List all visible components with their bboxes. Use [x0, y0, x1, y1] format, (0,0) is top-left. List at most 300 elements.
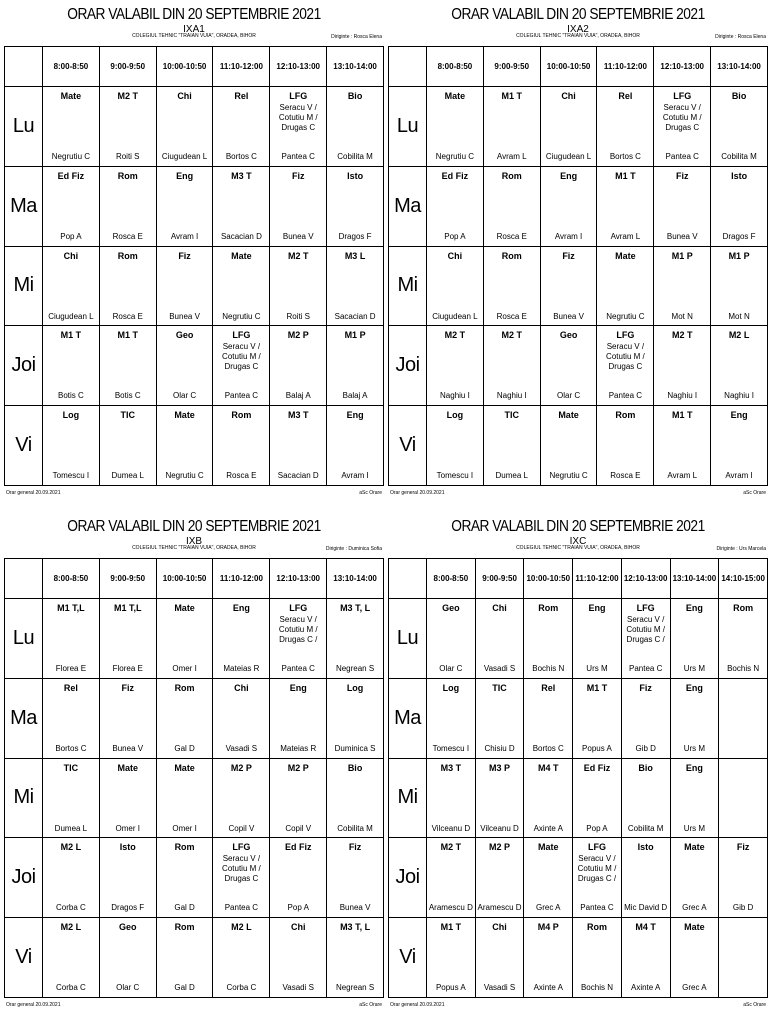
lesson-cell	[427, 406, 484, 486]
teacher-name: Urs M	[683, 823, 706, 833]
subject-name: Rel	[618, 91, 633, 101]
lesson-cell	[43, 246, 100, 326]
subject-name: Eng	[588, 603, 606, 613]
lesson-cell	[670, 838, 719, 918]
time-slot-header: 9:00-9:50	[99, 47, 156, 87]
lesson	[484, 167, 540, 245]
lesson	[43, 918, 99, 996]
time-slot-header: 12:10-13:00	[621, 559, 670, 599]
day-label: Mi	[389, 246, 427, 326]
day-row	[5, 918, 384, 998]
lesson-cell	[427, 87, 484, 167]
teacher-name: Negrean S	[335, 664, 375, 673]
teacher-name: Grec A	[536, 903, 561, 913]
subject-name: TIC	[492, 682, 507, 693]
timetable-grid	[388, 46, 768, 486]
lesson	[654, 167, 710, 245]
subject-name: Eng	[289, 682, 307, 693]
day-label: Joi	[389, 838, 427, 918]
subject-name: Rom	[117, 250, 138, 261]
time-slot-header: 13:10-14:00	[327, 559, 384, 599]
lesson-cell	[654, 406, 711, 486]
teacher-name: Gal D	[174, 983, 195, 993]
subject-name: Bio	[347, 762, 363, 773]
subject-name: Chi	[447, 250, 463, 261]
subject-name: Rom	[231, 410, 252, 421]
lesson-cell	[427, 166, 484, 246]
lesson-cell	[156, 838, 213, 918]
lesson	[597, 406, 653, 484]
lesson	[327, 679, 383, 757]
teacher-name: Popus A	[582, 743, 612, 753]
teacher-name: Dumea L	[495, 471, 528, 481]
lesson	[719, 759, 767, 837]
teacher-name: Urs M	[586, 664, 608, 673]
teacher-name: Bunea V	[112, 743, 144, 753]
lesson-cell	[156, 406, 213, 486]
lesson	[100, 759, 156, 837]
subject-name: M1 T	[60, 330, 82, 341]
lesson-cell	[156, 246, 213, 326]
lesson-cell	[711, 166, 768, 246]
day-row	[5, 87, 384, 167]
teacher-name: Pantea C	[224, 391, 259, 401]
teacher-name: Axinte A	[630, 983, 661, 993]
lesson-cell	[327, 678, 384, 758]
subject-name: Ed Fiz	[583, 762, 611, 773]
teacher-name: Corba C	[226, 983, 257, 993]
day-label: Lu	[389, 599, 427, 679]
subject-name: Mate	[231, 250, 252, 261]
subject-name: Isto	[637, 842, 654, 853]
subject-name: Ed Fiz	[441, 170, 469, 181]
subject-name: Mate	[538, 842, 559, 853]
lesson-cell	[327, 838, 384, 918]
day-row	[389, 758, 768, 838]
subject-name: M1 T,L	[57, 603, 85, 613]
teacher-name: Pop A	[586, 823, 608, 833]
day-label: Joi	[5, 326, 43, 406]
lesson-cell	[213, 326, 270, 406]
day-row	[389, 918, 768, 998]
teacher-name: Pantea C	[580, 903, 614, 913]
teacher-name: Tomescu I	[52, 471, 90, 481]
subject-name: Bio	[638, 762, 653, 773]
teacher-name: Pop A	[287, 903, 309, 913]
subject-name: Rom	[501, 170, 522, 181]
day-row	[389, 326, 768, 406]
teacher-name: Avram L	[667, 471, 698, 481]
day-row	[5, 246, 384, 326]
time-slot-header: 10:00-10:50	[156, 47, 213, 87]
teacher-name: Negrean S	[335, 983, 375, 993]
lesson	[43, 247, 99, 325]
lesson-cell	[43, 918, 100, 998]
lesson-cell	[711, 406, 768, 486]
time-slot-header: 8:00-8:50	[43, 559, 100, 599]
teacher-name: Dumea L	[54, 823, 88, 833]
lesson	[213, 918, 269, 996]
subject-name: LFG	[289, 91, 308, 101]
teacher-name: Omer I	[172, 823, 197, 833]
lesson	[524, 838, 572, 916]
class-name: IXA2	[567, 24, 589, 35]
time-slot-header: 11:10-12:00	[213, 47, 270, 87]
teacher-name: Bochis N	[532, 664, 565, 673]
lesson	[541, 87, 597, 165]
subject-name: Rom	[615, 410, 636, 421]
teacher-name: Corba C	[56, 903, 86, 913]
subject-name: LFG	[289, 603, 308, 613]
subject-name: M2 P	[230, 762, 252, 773]
lesson-cell	[573, 758, 622, 838]
teacher-name: Pop A	[60, 231, 82, 241]
subject-name: M1 T	[586, 682, 608, 693]
time-slot-header: 10:00-10:50	[524, 559, 573, 599]
lesson-cell	[621, 599, 670, 679]
day-row	[389, 838, 768, 918]
teacher-name: Olar C	[173, 391, 197, 401]
lesson-cell	[213, 758, 270, 838]
subject-name: Chi	[561, 91, 576, 101]
lesson	[622, 679, 670, 757]
lesson	[711, 247, 767, 325]
day-label: Vi	[389, 918, 427, 998]
footer-app: aSc Orare	[359, 490, 382, 496]
lesson-cell	[719, 678, 768, 758]
lesson-cell	[99, 918, 156, 998]
lesson-cell	[719, 838, 768, 918]
day-row	[389, 87, 768, 167]
lesson-cell	[573, 678, 622, 758]
subject-name: M2 T	[440, 842, 462, 853]
teacher-name: Negrutiu C	[549, 471, 588, 481]
lesson-cell	[483, 406, 540, 486]
lesson-cell	[213, 246, 270, 326]
timetable-title: ORAR VALABIL DIN 20 SEPTEMBRIE 2021	[67, 518, 321, 535]
teacher-name: Dumea L	[111, 471, 144, 481]
subject-name: M1 P	[728, 250, 750, 261]
subject-name: Mate	[60, 91, 82, 101]
teacher-name: Bochis N	[580, 983, 613, 993]
day-label: Joi	[389, 326, 427, 406]
lesson-cell	[43, 87, 100, 167]
lesson-cell	[213, 87, 270, 167]
teacher-name: Olar C	[557, 391, 581, 401]
day-row	[5, 326, 384, 406]
day-label: Vi	[5, 918, 43, 998]
subject-name: Mate	[174, 762, 195, 773]
subject-name: Eng	[346, 410, 364, 421]
lesson-cell	[213, 166, 270, 246]
lesson	[524, 679, 572, 757]
timetable-grid	[4, 46, 384, 486]
teacher-name: Avram L	[496, 152, 527, 161]
lesson	[270, 167, 326, 245]
subject-name: M1 T	[440, 922, 462, 933]
class-teacher: Diriginte : Rosca Elena	[331, 34, 382, 40]
lesson-cell	[670, 678, 719, 758]
lesson-cell	[156, 166, 213, 246]
day-label: Lu	[389, 87, 427, 167]
subject-name: Geo	[175, 330, 194, 341]
teacher-name: Mot N	[728, 311, 750, 321]
subject-name: Mate	[615, 250, 636, 261]
teacher-name: Omer I	[115, 823, 140, 833]
lesson	[43, 326, 99, 404]
teacher-name: Dragos F	[722, 231, 756, 241]
lesson	[484, 406, 540, 484]
teacher-name: Ciugudean L	[48, 311, 94, 321]
teacher-name: Copil V	[228, 823, 255, 833]
lesson	[100, 167, 156, 245]
subject-name: Fiz	[639, 682, 652, 693]
lesson-cell	[43, 326, 100, 406]
group-teachers: Seracu V / Cotutiu M / Drugas C /	[626, 615, 665, 644]
lesson	[100, 599, 156, 677]
lesson-cell	[670, 599, 719, 679]
corner-cell	[389, 47, 427, 87]
day-row	[5, 758, 384, 838]
lesson-cell	[540, 166, 597, 246]
subject-name: Eng	[232, 603, 250, 613]
teacher-name: Balaj A	[342, 391, 368, 401]
teacher-name: Naghiu I	[724, 391, 754, 401]
lesson	[157, 918, 213, 996]
timetable-panel-ixc	[388, 512, 768, 1017]
lesson	[327, 599, 383, 677]
lesson	[719, 599, 767, 677]
lesson-cell	[327, 326, 384, 406]
time-slot-header: 10:00-10:50	[540, 47, 597, 87]
subject-name: M3 L	[344, 250, 366, 261]
lesson-cell	[654, 326, 711, 406]
lesson	[573, 679, 621, 757]
time-slot-header: 9:00-9:50	[99, 559, 156, 599]
lesson	[654, 326, 710, 404]
teacher-name: Tomescu I	[436, 471, 474, 481]
footer-date: Orar general 20.09.2021	[390, 1002, 445, 1008]
lesson-cell	[270, 599, 327, 679]
time-slot-header: 11:10-12:00	[597, 47, 654, 87]
teacher-name: Olar C	[116, 983, 140, 993]
lesson-cell	[597, 326, 654, 406]
class-teacher: Diriginte : Duminica Sofia	[325, 546, 382, 552]
teacher-name: Avram I	[170, 231, 199, 241]
time-slot-header: 13:10-14:00	[327, 47, 384, 87]
lesson	[213, 838, 269, 916]
lesson	[157, 87, 213, 165]
day-label: Ma	[389, 166, 427, 246]
subject-name: Geo	[118, 922, 137, 933]
time-slot-header: 9:00-9:50	[475, 559, 524, 599]
time-slot-header: 11:10-12:00	[213, 559, 270, 599]
lesson	[327, 87, 383, 165]
footer-date: Orar general 20.09.2021	[390, 490, 445, 496]
subject-name: Eng	[685, 603, 703, 613]
subject-name: M2 L	[728, 330, 750, 341]
lesson	[270, 406, 326, 484]
lesson-cell	[327, 599, 384, 679]
subject-name: M1 P	[671, 250, 693, 261]
day-row	[389, 246, 768, 326]
teacher-name: Pantea C	[224, 903, 259, 913]
teacher-name: Axinte A	[533, 983, 563, 993]
lesson-cell	[327, 246, 384, 326]
lesson-cell	[719, 599, 768, 679]
lesson	[671, 838, 719, 916]
subject-name: Ed Fiz	[57, 170, 85, 181]
lesson	[327, 326, 383, 404]
subject-name: M3 P	[489, 762, 511, 773]
teacher-name: Bunea V	[339, 903, 371, 913]
lesson	[476, 679, 524, 757]
day-row	[5, 166, 384, 246]
time-slot-header: 10:00-10:50	[156, 559, 213, 599]
lesson	[597, 326, 653, 404]
teacher-name: Dragos F	[111, 903, 145, 913]
subject-name: M2 T	[287, 250, 309, 261]
subject-name: LFG	[616, 330, 635, 341]
day-row	[5, 406, 384, 486]
subject-name: Geo	[559, 330, 578, 341]
day-row	[389, 599, 768, 679]
teacher-name: Corba C	[56, 983, 86, 993]
lesson	[671, 599, 719, 677]
lesson	[719, 918, 767, 996]
lesson	[476, 599, 524, 677]
lesson-cell	[483, 326, 540, 406]
subject-name: LFG	[673, 91, 692, 101]
teacher-name: Bunea V	[553, 311, 584, 321]
lesson-cell	[524, 599, 573, 679]
lesson-cell	[156, 87, 213, 167]
subject-name: Mate	[174, 410, 195, 421]
lesson-cell	[654, 87, 711, 167]
class-teacher: Diriginte : Rosca Elena	[715, 34, 766, 40]
lesson	[671, 679, 719, 757]
subject-name: Rel	[541, 682, 556, 693]
lesson-cell	[213, 678, 270, 758]
day-label: Ma	[5, 678, 43, 758]
teacher-name: Pantea C	[608, 391, 643, 401]
subject-name: Log	[62, 410, 80, 421]
subject-name: Mate	[117, 762, 138, 773]
teacher-name: Cobilita M	[337, 823, 373, 833]
lesson	[270, 87, 326, 165]
lesson-cell	[475, 678, 524, 758]
lesson	[157, 838, 213, 916]
day-label: Mi	[5, 758, 43, 838]
subject-name: Chi	[290, 922, 306, 933]
footer-date: Orar general 20.09.2021	[6, 1002, 61, 1008]
subject-name: M1 T	[671, 410, 693, 421]
lesson	[573, 918, 621, 996]
lesson	[100, 406, 156, 484]
school-name: COLEGIUL TEHNIC "TRAIAN VUIA", ORADEA, BIHOR	[132, 545, 256, 551]
teacher-name: Cobilita M	[721, 152, 757, 161]
lesson	[327, 918, 383, 996]
lesson	[654, 406, 710, 484]
lesson	[213, 759, 269, 837]
time-slot-header: 8:00-8:50	[427, 559, 476, 599]
lesson-cell	[597, 406, 654, 486]
lesson-cell	[621, 678, 670, 758]
lesson-cell	[43, 678, 100, 758]
teacher-name: Ciugudean L	[161, 152, 208, 161]
teacher-name: Vasadi S	[483, 664, 516, 673]
subject-name: M2 L	[60, 922, 82, 933]
lesson	[43, 838, 99, 916]
lesson-cell	[270, 918, 327, 998]
day-label: Joi	[5, 838, 43, 918]
subject-name: Rom	[586, 922, 607, 933]
teacher-name: Negrutiu C	[51, 152, 91, 161]
subject-name: M4 T	[635, 922, 656, 933]
teacher-name: Gal D	[174, 743, 195, 753]
teacher-name: Cobilita M	[627, 823, 664, 833]
teacher-name: Vasadi S	[225, 743, 258, 753]
teacher-name: Bunea V	[169, 311, 200, 321]
lesson	[597, 247, 653, 325]
lesson	[541, 247, 597, 325]
time-slot-header: 13:10-14:00	[711, 47, 768, 87]
lesson-cell	[621, 918, 670, 998]
time-slot-header: 13:10-14:00	[670, 559, 719, 599]
lesson	[213, 406, 269, 484]
teacher-name: Duminica S	[334, 743, 376, 753]
lesson	[100, 87, 156, 165]
lesson-cell	[719, 758, 768, 838]
day-label: Vi	[5, 406, 43, 486]
day-label: Lu	[5, 87, 43, 167]
subject-name: M1 T	[615, 170, 636, 181]
teacher-name: Chisiu D	[484, 743, 515, 753]
subject-name: TIC	[504, 410, 519, 421]
footer-app: aSc Orare	[743, 1002, 766, 1008]
lesson	[711, 326, 767, 404]
school-name: COLEGIUL TEHNIC "TRAIAN VUIA", ORADEA, BIHOR	[516, 33, 640, 39]
lesson	[157, 326, 213, 404]
teacher-name: Botis C	[114, 391, 141, 401]
timetable-title: ORAR VALABIL DIN 20 SEPTEMBRIE 2021	[451, 6, 705, 23]
subject-name: LFG	[636, 603, 655, 613]
lesson	[327, 406, 383, 484]
lesson	[100, 679, 156, 757]
time-slot-header: 12:10-13:00	[270, 559, 327, 599]
subject-name: Log	[346, 682, 364, 693]
subject-name: M1 T	[117, 330, 138, 341]
lesson-cell	[654, 246, 711, 326]
subject-name: Eng	[685, 762, 703, 773]
subject-name: M4 T	[538, 762, 559, 773]
group-teachers: Seracu V / Cotutiu M / Drugas C	[606, 342, 645, 372]
lesson-cell	[270, 246, 327, 326]
lesson	[484, 247, 540, 325]
day-label: Lu	[5, 599, 43, 679]
lesson-cell	[99, 246, 156, 326]
teacher-name: Bortos C	[532, 743, 564, 753]
class-name: IXA1	[183, 24, 205, 35]
teacher-name: Botis C	[58, 391, 84, 401]
teacher-name: Mot N	[671, 311, 693, 321]
lesson	[43, 759, 99, 837]
lesson	[157, 759, 213, 837]
lesson-cell	[621, 838, 670, 918]
lesson	[43, 679, 99, 757]
lesson	[327, 838, 383, 916]
subject-name: Log	[442, 682, 460, 693]
